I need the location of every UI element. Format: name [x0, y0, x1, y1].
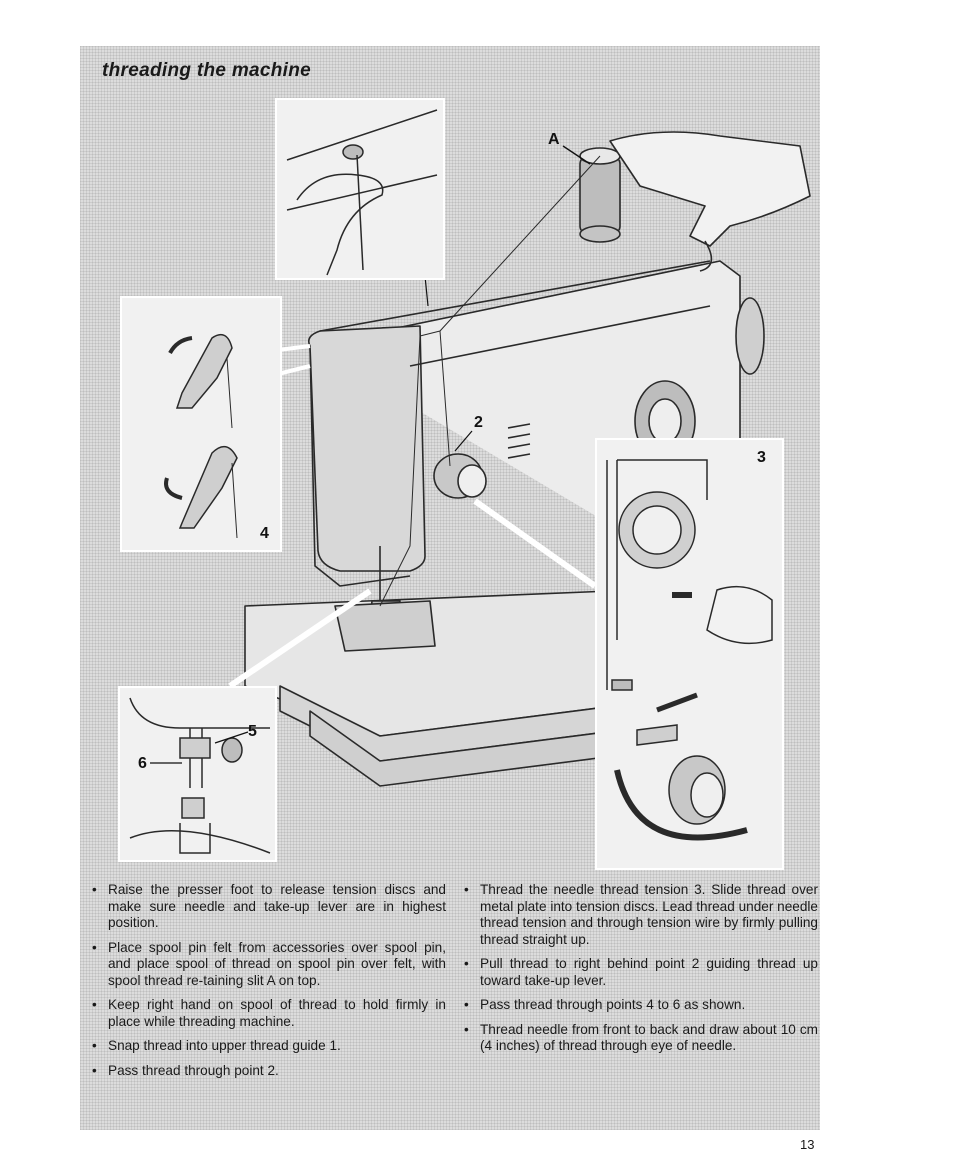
label-3: 3	[757, 449, 766, 466]
instruction-panel	[80, 46, 820, 1130]
instructions-right-column	[462, 882, 818, 1063]
callout-take-up-lever	[120, 296, 282, 552]
instruction-item: • Raise the presser foot to release tension discs and make sure needle and take-up lever are in highest position.	[90, 882, 446, 932]
instruction-item: • Snap thread into upper thread guide 1.	[90, 1038, 446, 1055]
instruction-item: • Pass thread through points 4 to 6 as shown.	[462, 997, 818, 1014]
instruction-item: • Place spool pin felt from accessories over spool pin, and place spool of thread on spool pin over felt, with spool thread re-taining slit A on top.	[90, 940, 446, 990]
callout-tension	[595, 438, 784, 870]
instruction-item: • Pass thread through point 2.	[90, 1063, 446, 1080]
page-title: threading the machine	[102, 60, 312, 81]
instruction-item: • Thread needle from front to back and draw about 10 cm (4 inches) of thread through eye of needle.	[462, 1022, 818, 1055]
label-a: A	[548, 131, 560, 148]
instruction-item: • Thread the needle thread tension 3. Slide thread over metal plate into tension discs. Lead thread under needle thread tension and through tension wire by firmly pulling thread straight up.	[462, 882, 818, 948]
label-2: 2	[474, 414, 483, 431]
instructions-left-column	[90, 882, 446, 1087]
callout-thread-guide	[275, 98, 445, 280]
instruction-item: • Keep right hand on spool of thread to hold firmly in place while threading machine.	[90, 997, 446, 1030]
label-4: 4	[260, 525, 269, 542]
label-5: 5	[248, 723, 257, 740]
label-6: 6	[138, 755, 147, 772]
instruction-item: • Pull thread to right behind point 2 guiding thread up toward take-up lever.	[462, 956, 818, 989]
callout-needle	[118, 686, 277, 862]
page-number: 13	[800, 1137, 815, 1152]
